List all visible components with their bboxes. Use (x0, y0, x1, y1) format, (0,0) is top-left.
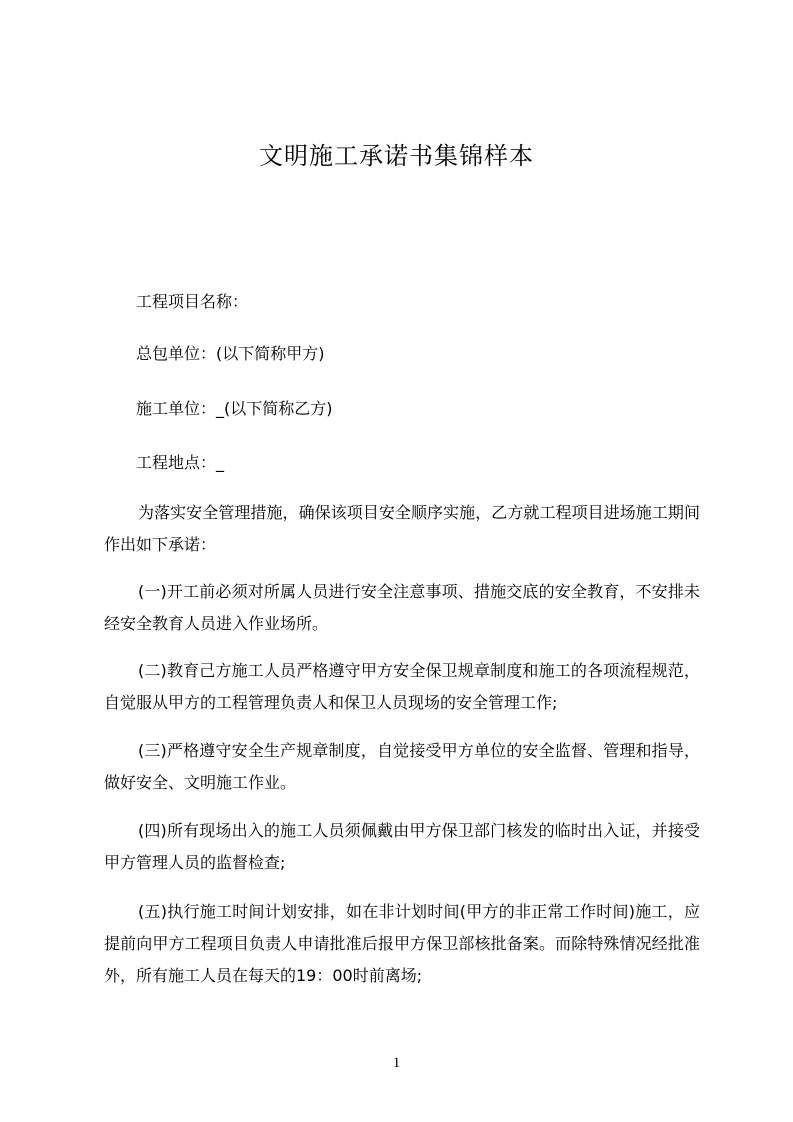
document-title: 文明施工承诺书集锦样本 (259, 142, 534, 170)
project-name-field: 工程项目名称： (136, 292, 249, 311)
commitment-item-2: (二)教育己方施工人员严格遵守甲方安全保卫规章制度和施工的各项流程规范，自觉服从甲方的工程管理负责人和保卫人员现场的安全管理工作; (104, 661, 700, 712)
project-location-field: 工程地点：_ (136, 453, 225, 472)
construction-unit-field: 施工单位：_(以下简称乙方) (136, 399, 333, 418)
commitment-item-1: (一)开工前必须对所属人员进行安全注意事项、措施交底的安全教育，不安排未经安全教育人员进入作业场所。 (104, 582, 700, 633)
general-contractor-field: 总包单位：(以下简称甲方) (136, 344, 325, 363)
page-number: 1 (392, 1055, 401, 1071)
commitment-item-5: (五)执行施工时间计划安排，如在非计划时间(甲方的非正常工作时间)施工，应提前向甲方工程项目负责人申请批准后报甲方保卫部核批备案。而除特殊情况经批准外，所有施工人员在每天的19：00时前离场; (104, 902, 700, 985)
commitment-item-4: (四)所有现场出入的施工人员须佩戴由甲方保卫部门核发的临时出入证，并接受甲方管理人员的监督检查; (104, 821, 700, 872)
commitment-item-3: (三)严格遵守安全生产规章制度，自觉接受甲方单位的安全监督、管理和指导，做好安全、文明施工作业。 (104, 741, 700, 792)
intro-paragraph: 为落实安全管理措施，确保该项目安全顺序实施，乙方就工程项目进场施工期间作出如下承诺： (104, 503, 700, 554)
